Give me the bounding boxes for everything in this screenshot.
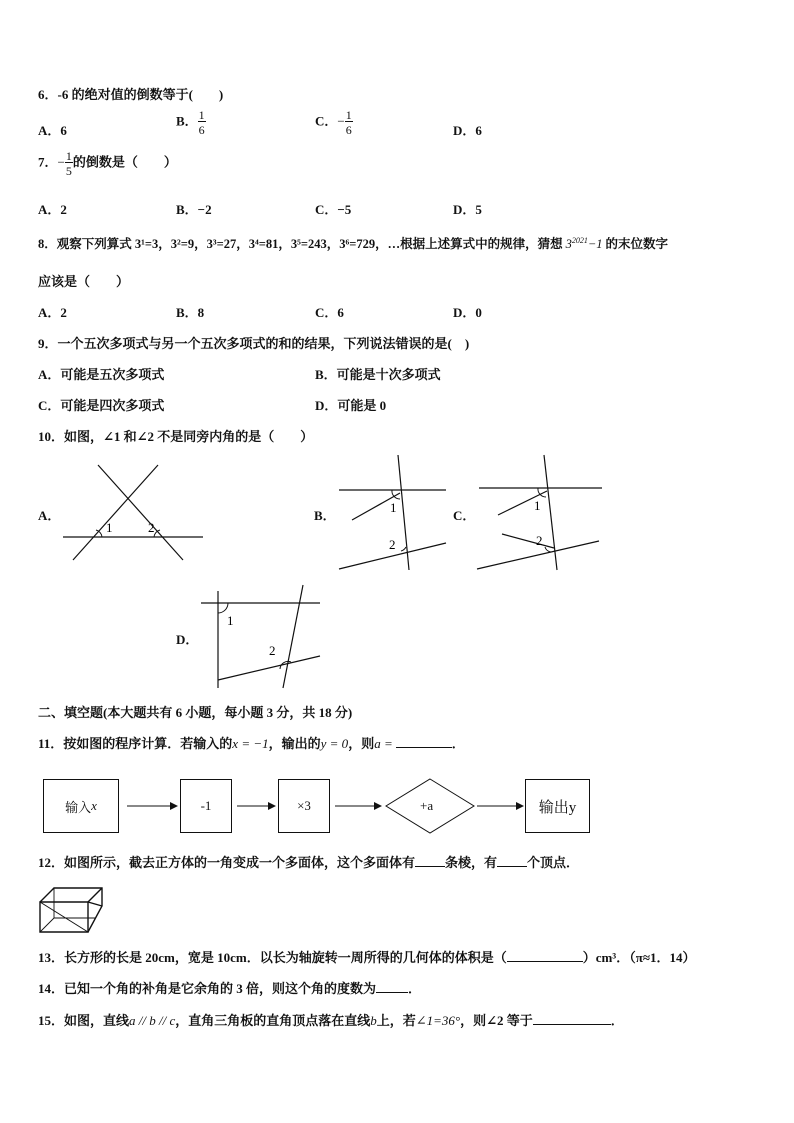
q11-stem-mid2: ，则 [348,736,375,751]
q9-option-c[interactable]: C．可能是四次多项式 [38,398,165,413]
q15-part5: ． [610,1013,624,1028]
q15-part3: 上，若 [376,1013,416,1028]
q8-option-c[interactable]: C．6 [315,305,344,320]
q9-option-b[interactable]: B．可能是十次多项式 [315,367,441,382]
angle-1-label: 1 [227,613,234,628]
q11-stem-end: ． [451,736,465,751]
q7-option-a[interactable]: A．2 [38,202,67,217]
flow-input-box [43,779,119,833]
q10-figure-c [474,453,604,573]
q7-number: 7． [38,154,58,170]
q15-part2: ，直角三角板的直角顶点落在直线 [175,1013,371,1028]
q14-stem [38,978,421,997]
angle-2-label: 2 [389,537,396,552]
q10-option-b-label[interactable]: B． [314,508,336,523]
q8-stem-part2: 的末位数字 [605,237,669,251]
q6-stem: 6．-6 的绝对值的倒数等于( ) [38,87,224,102]
q7-option-c[interactable]: C．−5 [315,202,352,217]
fraction-numerator: 1 [345,108,352,122]
q8-expr-base: 3 [565,237,572,251]
q15-parallel-lines: a // b // c [129,1013,176,1028]
q8-option-a[interactable]: A．2 [38,305,67,320]
q15-stem [38,1010,624,1029]
flow-step-times3: ×3 [278,779,330,833]
q10-figure-a [58,460,218,570]
q15-line-b: b [370,1013,377,1028]
flow-step-minus1: -1 [180,779,232,833]
q12-stem [38,852,579,871]
q8-stem [38,234,668,252]
q12-part1: 12．如图所示，截去正方体的一角变成一个多面体，这个多面体有 [38,855,416,870]
q13-part1: 13．长方形的长是 20cm，宽是 10cm．以长为轴旋转一周所得的几何体的体积是（ [38,950,507,965]
flow-input-label: 输入 [65,799,92,815]
fraction-denominator: 6 [198,123,205,137]
q11-variable-a: a = [374,736,393,751]
q8-expr-exponent: 2021 [571,235,588,245]
fraction-denominator: 6 [345,123,352,137]
q10-figure-b [334,453,454,573]
q6-option-b-label: B． [176,113,198,129]
q9-option-a[interactable]: A．可能是五次多项式 [38,367,165,382]
q7-option-b[interactable]: B．−2 [176,202,212,217]
q13-stem [38,947,695,966]
fraction-denominator: 5 [65,164,72,178]
q14-part2: ． [408,981,422,996]
angle-2-label: 2 [148,520,155,535]
q12-part2: 条棱，有 [445,855,498,870]
q13-part2: ）cm³．（π≈1．14） [582,950,696,965]
angle-1-label: 1 [390,500,397,515]
q6-option-b[interactable] [176,109,206,136]
q6-option-d[interactable]: D．6 [453,123,482,138]
q6-option-c-label: C． [315,113,338,129]
q15-part4: ，则∠2 等于 [460,1013,533,1028]
q11-answer-blank[interactable] [396,735,452,748]
minus-sign: − [337,113,345,129]
q8-expression [566,237,603,251]
q10-option-c-label[interactable]: C． [453,508,476,523]
q8-option-b[interactable]: B．8 [176,305,205,320]
angle-1-label: 1 [106,520,113,535]
q11-stem-mid: ，输出的 [268,736,321,751]
q10-figure-d [198,583,328,693]
angle-2-label: 2 [536,533,543,548]
q9-stem: 9．一个五次多项式与另一个五次多项式的和的结果，下列说法错误的是( ) [38,336,470,351]
q8-stem-part1: 8．观察下列算式 3¹=3，3²=9，3³=27，3⁴=81，3⁵=243，3⁶=729，…根据上述算式中的规律，猜想 [38,237,563,251]
q7-fraction [65,150,73,177]
q13-answer-blank[interactable] [507,949,583,962]
flow-input-var: x [91,798,97,813]
q11-stem-pre: 11．按如图的程序计算．若输入的 [38,736,233,751]
q15-answer-blank[interactable] [533,1012,611,1025]
q14-part1: 14．已知一个角的补角是它余角的 3 倍，则这个角的度数为 [38,981,377,996]
q6-option-a[interactable]: A．6 [38,123,67,138]
q7-option-d[interactable]: D．5 [453,202,482,217]
q12-answer-blank-vertices[interactable] [497,854,527,867]
q15-part1: 15．如图，直线 [38,1013,130,1028]
q11-condition-y: y = 0 [320,736,349,751]
q7-stem [38,150,177,177]
q7-stem-tail: 的倒数是（ ） [72,154,177,170]
section-2-heading: 二、填空题(本大题共有 6 小题，每小题 3 分，共 18 分) [38,705,353,720]
minus-sign: − [57,154,65,170]
q12-answer-blank-edges[interactable] [415,854,445,867]
q8-expr-tail: −1 [587,237,603,251]
angle-1-label: 1 [534,498,541,513]
q11-condition-x: x = −1 [232,736,269,751]
q10-option-d-label[interactable]: D． [176,632,199,647]
q10-stem: 10．如图，∠1 和∠2 不是同旁内角的是（ ） [38,429,314,444]
q6-option-b-fraction [198,109,206,136]
q15-angle-value: ∠1=36° [415,1013,461,1028]
q8-stem-line2: 应该是（ ） [38,274,130,289]
q10-option-a-label[interactable]: A． [38,508,61,523]
q6-option-c-fraction [345,109,353,136]
q11-stem [38,733,465,752]
flow-output-box: 输出y [525,779,590,833]
angle-2-label: 2 [269,643,276,658]
fraction-numerator: 1 [65,149,72,163]
flow-arrows [119,796,649,816]
fraction-numerator: 1 [198,108,205,122]
q6-option-c[interactable] [315,109,353,136]
q12-part3: 个顶点． [527,855,580,870]
q8-option-d[interactable]: D．0 [453,305,482,320]
flow-step-plus-a-label: +a [420,798,434,813]
q12-truncated-cube-figure [38,884,108,936]
q9-option-d[interactable]: D．可能是 0 [315,398,387,413]
q14-answer-blank[interactable] [376,980,408,993]
